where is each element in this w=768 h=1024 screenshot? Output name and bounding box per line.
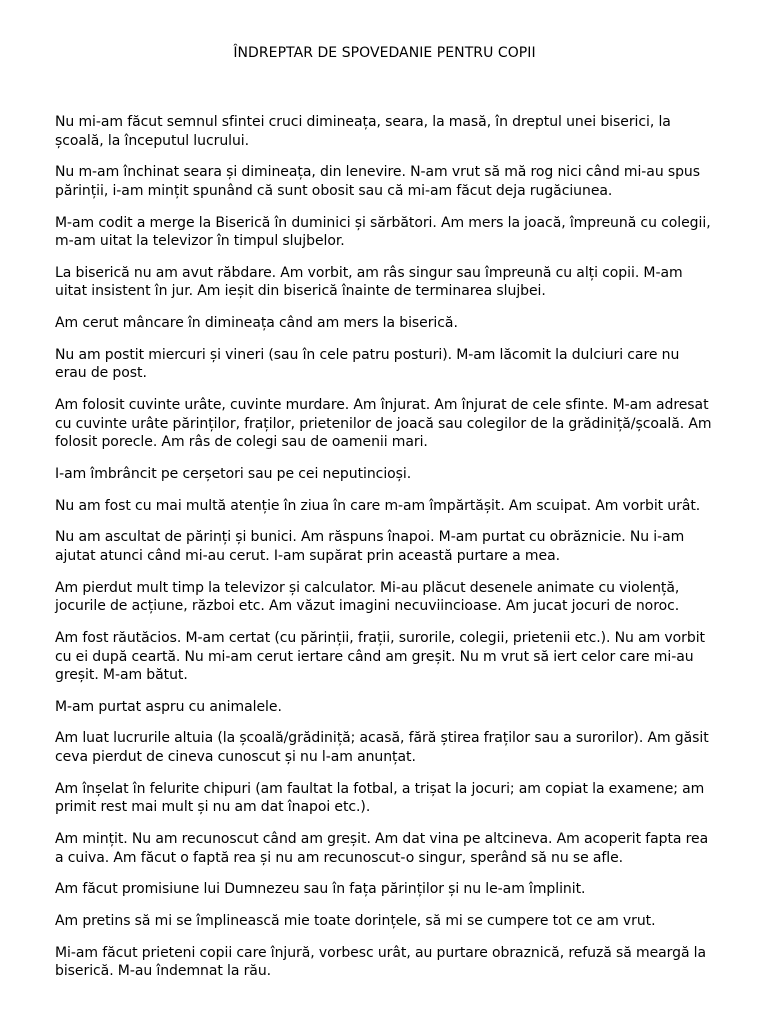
paragraph-3: M-am codit a merge la Biserică în duminici și sărbători. Am mers la joacă, împreună cu colegii, m-am uitat la televizor în timpul slujbelor.: [55, 214, 711, 250]
paragraph-6: Nu am postit miercuri și vineri (sau în cele patru posturi). M-am lăcomit la dulciuri care nu erau de post.: [55, 346, 680, 382]
paragraph-5: Am cerut mâncare în dimineața când am mers la biserică.: [55, 315, 458, 332]
paragraph-15: Am înșelat în felurite chipuri (am faultat la fotbal, a trișat la jocuri; am copiat la examene; am primit rest mai mult și nu am dat înapoi etc.).: [55, 780, 705, 816]
paragraph-17: Am făcut promisiune lui Dumnezeu sau în fața părinților și nu le-am împlinit.: [55, 881, 586, 898]
paragraph-11: Am pierdut mult timp la televizor și calculator. Mi-au plăcut desenele animate cu violență, jocurile de acțiune, război etc. Am văzut imagini necuviincioase. Am jucat jocuri de noroc.: [55, 579, 680, 615]
paragraph-19: Mi-am făcut prieteni copii care înjură, vorbesc urât, au purtare obraznică, refuză să meargă la biserică. M-au îndemnat la rău.: [55, 944, 707, 980]
paragraph-8: I-am îmbrâncit pe cerșetori sau pe cei neputincioși.: [55, 465, 412, 482]
paragraph-10: Nu am ascultat de părinți și bunici. Am răspuns înapoi. M-am purtat cu obrăznicie. Nu i-am ajutat atunci când mi-au cerut. I-am supărat prin această purtare a mea.: [55, 529, 685, 564]
paragraph-16: Am mințit. Nu am recunoscut când am greșit. Am dat vina pe altcineva. Am acoperit fapta rea a cuiva. Am făcut o faptă rea și nu am recunoscut-o singur, sperând să nu se afle.: [55, 831, 709, 866]
paragraph-18: Am pretins să mi se împlinească mie toate dorințele, să mi se cumpere tot ce am vrut.: [55, 913, 656, 929]
paragraph-14: Am luat lucrurile altuia (la școală/grădiniță; acasă, fără știrea fraților sau a surorilor). Am găsit ceva pierdut de cineva cunoscut și nu l-am anunțat.: [55, 730, 709, 766]
paragraph-1: Nu mi-am făcut semnul sfintei cruci dimineața, seara, la masă, în dreptul unei biserici, la școală, la începutul lucrului.: [55, 114, 671, 149]
document-title: ÎNDREPTAR DE SPOVEDANIE PENTRU COPII: [233, 45, 536, 61]
paragraph-7: Am folosit cuvinte urâte, cuvinte murdare. Am înjurat. Am înjurat de cele sfinte. M-am adresat cu cuvinte urâte părinților, fraților, prietenilor de joacă sau colegilor de la grădiniță/școală. Am folosit porecle. Am râs de colegi sau de oamenii mari.: [55, 397, 712, 451]
paragraph-2: Nu m-am închinat seara și dimineața, din lenevire. N-am vrut să mă rog nici când mi-au spus părinții, i-am mințit spunând că sunt obosit sau că mi-am făcut deja rugăciunea.: [55, 164, 700, 199]
paragraph-4: La biserică nu am avut răbdare. Am vorbit, am râs singur sau împreună cu alți copii. M-am uitat insistent în jur. Am ieșit din biserică înainte de terminarea slujbei.: [55, 264, 683, 300]
paragraph-13: M-am purtat aspru cu animalele.: [55, 698, 282, 715]
paragraph-12: Am fost răutăcios. M-am certat (cu părinții, frații, surorile, colegii, prietenii etc.). Nu am vorbit cu ei după ceartă. Nu mi-am cerut iertare când am greșit. Nu m vrut să iert celor care mi-au greșit. M-am bătut.: [55, 629, 705, 684]
paragraph-9: Nu am fost cu mai multă atenție în ziua în care m-am împărtășit. Am scuipat. Am vorbit urât.: [55, 497, 701, 514]
confession-list: [55, 113, 714, 981]
